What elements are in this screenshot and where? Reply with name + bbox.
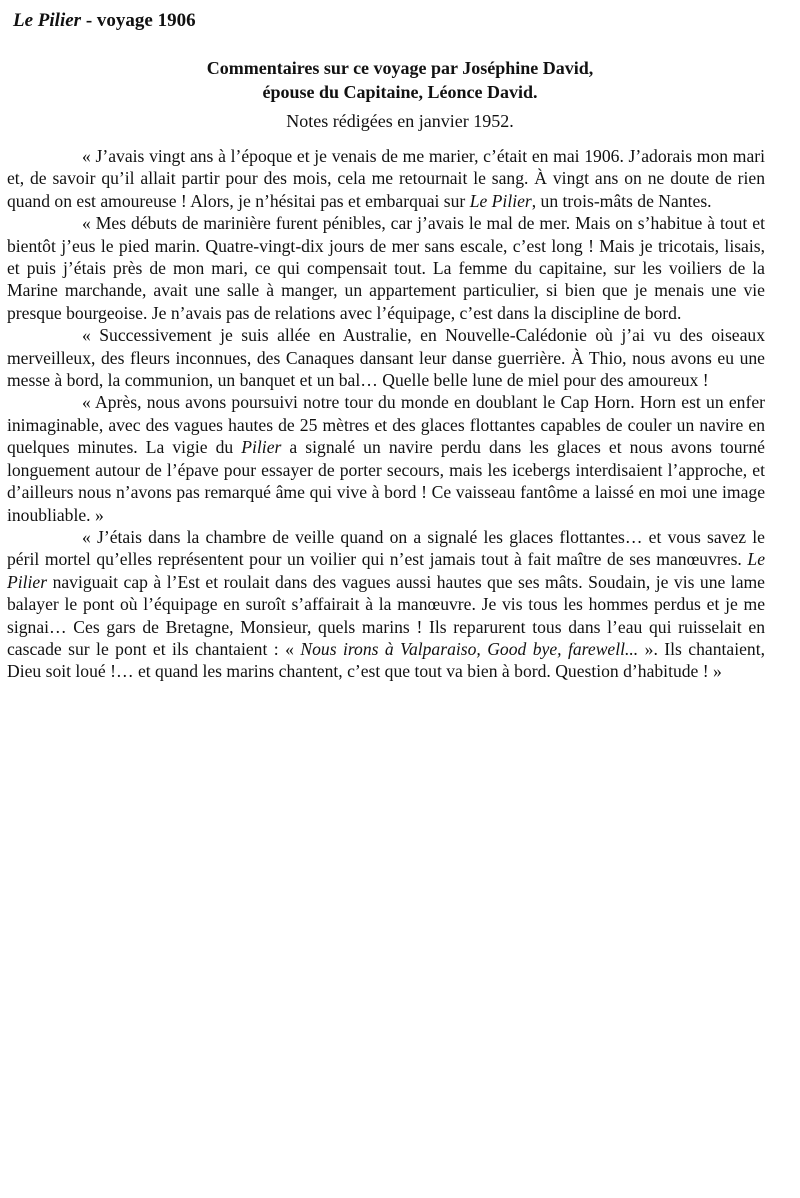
date-note: Notes rédigées en janvier 1952.	[286, 111, 514, 131]
header-trip: - voyage 1906	[85, 10, 196, 31]
paragraph-4-text-b: a signalé un navire perdu dans les glaces et nous avons tourné longuement autour de l’épave pour essayer de porter secours, mais les icebergs interdisaient l’approche, et d’ailleurs nous n’avons pas remarqué âme qui vive à bord ! Ce vaisseau fantôme a laissé en moi une image inoubliable. »	[7, 437, 765, 525]
paragraph-5-text-a: « J’étais dans la chambre de veille quand on a signalé les glaces flottantes… et vous savez le péril mortel qu’elles représentent pour un voilier qui n’est jamais tout à fait maître de ses manœuvres.	[7, 526, 765, 570]
paragraph-5	[7, 526, 765, 683]
paragraph-5-text-c: ». Ils chantaient, Dieu soit loué !… et quand les marins chantent, c’est que tout va bien à bord. Question d’habitude ! »	[7, 638, 765, 682]
ship-name: Pilier	[241, 437, 282, 458]
heading-line-2: épouse du Capitaine, Léonce David.	[262, 82, 538, 102]
document-body	[7, 145, 765, 683]
document-heading	[0, 56, 800, 104]
paragraph-3: « Successivement je suis allée en Australie, en Nouvelle-Calédonie où j’ai vu des oiseaux merveilleux, des fleurs inconnues, des Canaques dansant leur danse guerrière. À Thio, nous avons eu une messe à bord, la communion, un banquet et un bal… Quelle belle lune de miel pour des amoureux !	[7, 325, 765, 391]
header-ship-name: Le Pilier	[13, 10, 82, 31]
song-quote: Nous irons à Valparaiso, Good bye, farewell...	[300, 638, 639, 659]
paragraph-4-text-a: « Après, nous avons poursuivi notre tour du monde en doublant le Cap Horn. Horn est un enfer inimaginable, avec des vagues hautes de 25 mètres et des glaces flottantes capables de couler un navire en quelques minutes. La vigie du	[7, 392, 765, 458]
ship-name: Le Pilier	[7, 549, 765, 592]
paragraph-5-text-b: naviguait cap à l’Est et roulait dans des vagues aussi hautes que ses mâts. Soudain, je vis une lame balayer le pont où l’équipage en suroît s’affairait à la manœuvre. Je vis tous les hommes perdus et je me signai… Ces gars de Bretagne, Monsieur, quels marins ! Ils reparurent tous dans l’eau qui ruisselait en cascade sur le pont et ils chantaient : «	[7, 571, 765, 659]
paragraph-2: « Mes débuts de marinière furent pénibles, car j’avais le mal de mer. Mais on s’habitue à tout et bientôt j’eus le pied marin. Quatre-vingt-dix jours de mer sans escale, c’est long ! Mais je tricotais, lisais, et puis j’étais près de mon mari, ce qui compensait tout. La femme du capitaine, sur les voiliers de la Marine marchande, avait une salle à manger, un appartement particulier, si bien que je menais une vie presque bourgeoise. Je n’avais pas de relations avec l’équipage, c’est dans la discipline de bord.	[7, 213, 765, 323]
paragraph-1-text-a: « J’avais vingt ans à l’époque et je venais de me marier, c’était en mai 1906. J’adorais mon mari et, de savoir qu’il allait partir pour des mois, cela me retournait le sang. À vingt ans on ne doute de rien quand on est amoureuse ! Alors, je n’hésitai pas et embarquai sur	[7, 146, 765, 211]
heading-line-1: Commentaires sur ce voyage par Joséphine David,	[206, 58, 594, 78]
running-header	[13, 8, 196, 34]
paragraph-1-text-b: , un trois-mâts de Nantes.	[531, 190, 712, 211]
paragraph-1	[7, 145, 765, 212]
ship-name: Le Pilier	[469, 190, 532, 211]
paragraph-4	[7, 391, 765, 525]
